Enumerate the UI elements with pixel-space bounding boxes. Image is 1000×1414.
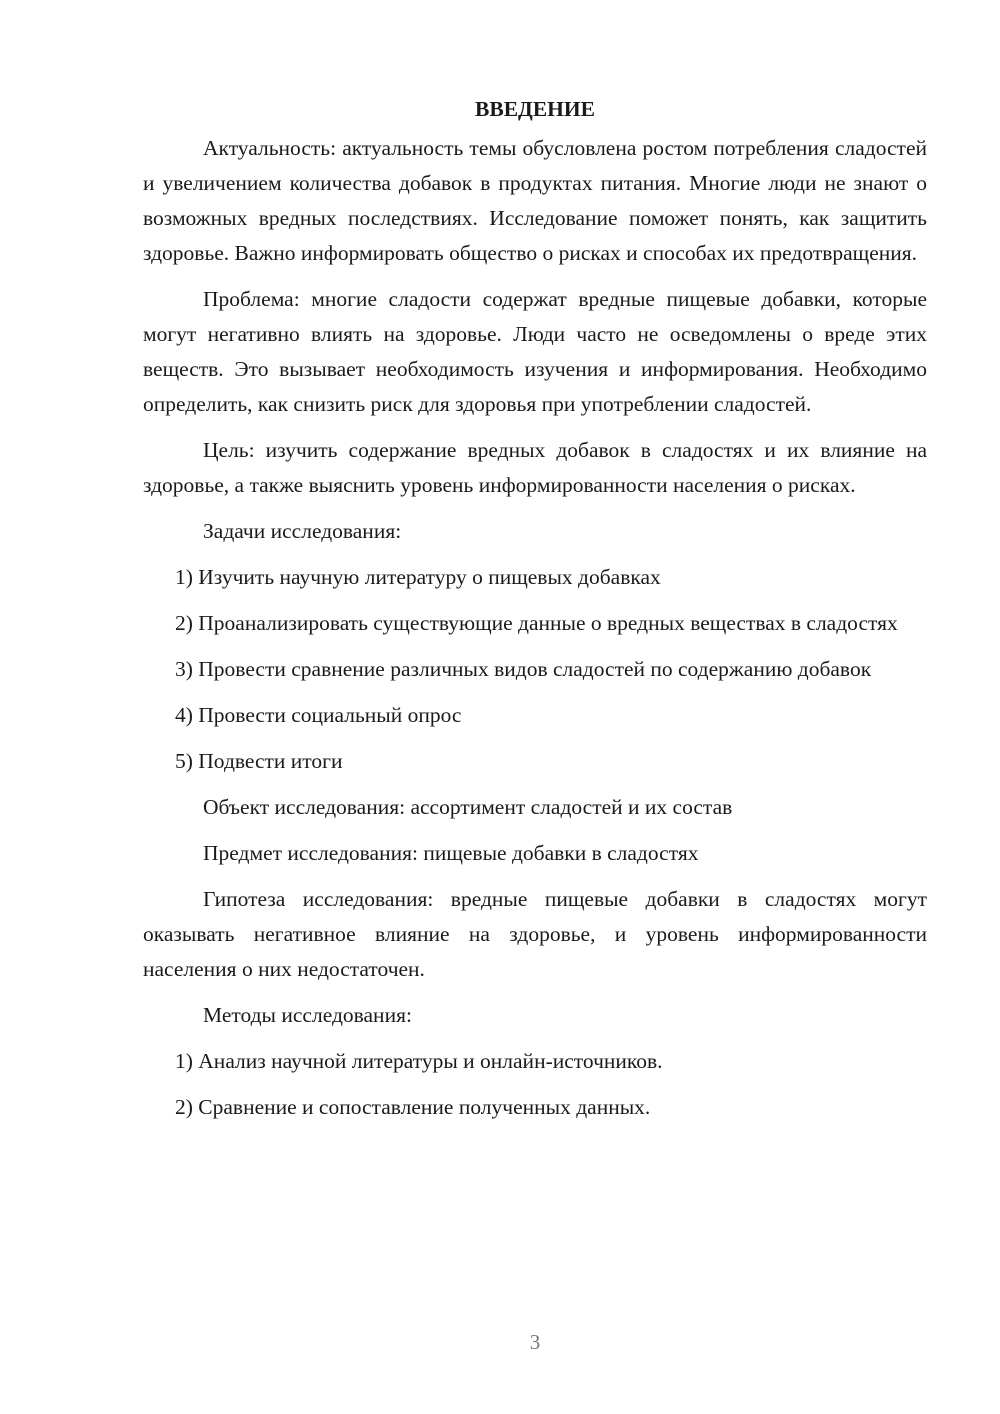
tasks-heading: Задачи исследования: [203, 519, 402, 543]
method-item-1: 1) Анализ научной литературы и онлайн-источников. [175, 1049, 663, 1073]
task-item-5: 5) Подвести итоги [175, 749, 343, 773]
task-item-4: 4) Провести социальный опрос [175, 703, 462, 727]
paragraph-object: Объект исследования: ассортимент сладостей и их состав [203, 795, 733, 819]
document-page [143, 92, 927, 1136]
section-title: ВВЕДЕНИЕ [475, 97, 595, 121]
task-item-3: 3) Провести сравнение различных видов сладостей по содержанию добавок [175, 657, 872, 681]
task-item-1: 1) Изучить научную литературу о пищевых добавках [175, 565, 661, 589]
method-item-2: 2) Сравнение и сопоставление полученных данных. [175, 1095, 651, 1119]
paragraph-subject: Предмет исследования: пищевые добавки в сладостях [203, 841, 699, 865]
methods-heading: Методы исследования: [203, 1003, 412, 1027]
paragraph-problem: Проблема: многие сладости содержат вредные пищевые добавки, которые могут негативно влиять на здоровье. Люди часто не осведомлены о вреде этих веществ. Это вызывает необходимость изучения и информирования. Необходимо определить, как снизить риск для здоровья при употреблении сладостей. [143, 287, 927, 416]
paragraph-hypothesis: Гипотеза исследования: вредные пищевые добавки в сладостях могут оказывать негативное влияние на здоровье, и уровень информированности населения о них недостаточен. [143, 887, 927, 981]
page-number: 3 [529, 1330, 541, 1354]
paragraph-relevance: Актуальность: актуальность темы обусловлена ростом потребления сладостей и увеличением количества добавок в продуктах питания. Многие люди не знают о возможных вредных последствиях. Исследование поможет понять, как защитить здоровье. Важно информировать общество о рисках и способах их предотвращения. [143, 136, 927, 265]
task-item-2: 2) Проанализировать существующие данные о вредных веществах в сладостях [175, 611, 898, 635]
paragraph-goal: Цель: изучить содержание вредных добавок в сладостях и их влияние на здоровье, а также выяснить уровень информированности населения о рисках. [143, 438, 927, 497]
